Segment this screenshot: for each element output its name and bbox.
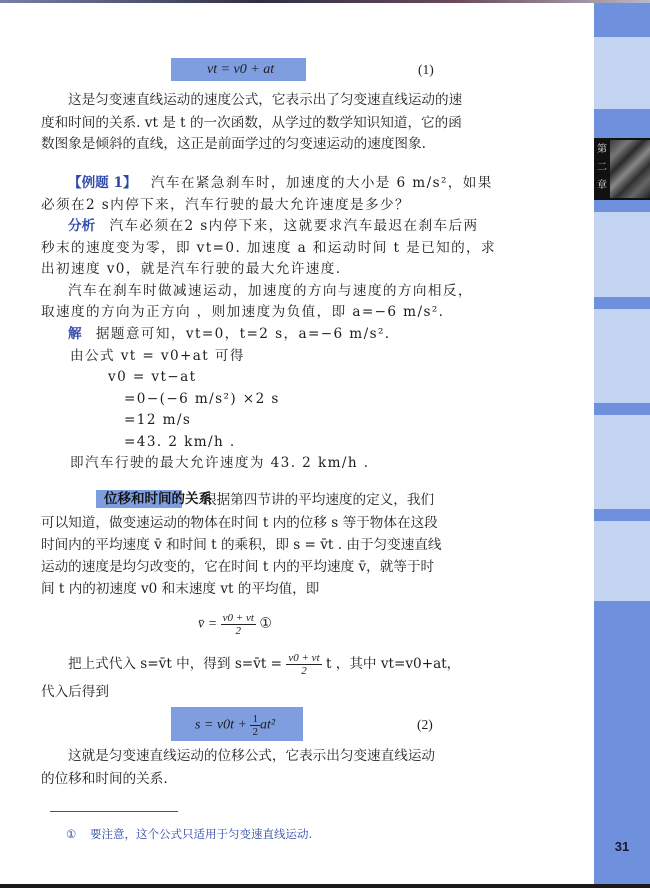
section-line: 根据第四节讲的平均速度的定义，我们 [203, 492, 435, 508]
chapter-tab [594, 138, 650, 200]
formula-2: s = v0t + $\frac{1}{2}$ at² [195, 713, 276, 738]
paragraph-line: 度和时间的关系. vt 是 t 的一次函数，从学过的数学知识知道，它的函 [41, 115, 462, 131]
chapter-photo [610, 140, 650, 198]
final-paragraph-line: 的位移和时间的关系. [41, 771, 168, 787]
strip-band [594, 3, 650, 37]
solution-line: 由公式 vt = v0+at 可得 [70, 348, 245, 364]
equation-number-2: (2) [417, 717, 433, 732]
strip-band [594, 415, 650, 509]
strip-band [594, 309, 650, 403]
section-line: 运动的速度是均匀改变的，它在时间 t 内的平均速度 v̄，就等于时 [41, 559, 435, 575]
formula-1: vt = v0 + at [207, 62, 275, 77]
strip-band [594, 212, 650, 297]
strip-band [594, 403, 650, 415]
paragraph-line: 这是匀变速直线运动的速度公式，它表示出了匀变速直线运动的速 [68, 92, 463, 108]
analysis-line: 秒末的速度变为零，即 vt=0. 加速度 a 和运动时间 t 是已知的，求 [41, 240, 497, 256]
analysis-line: 分析 汽车必须在2 s内停下来，这就要求汽车最迟在刹车后两 [68, 218, 479, 234]
analysis-line: 出初速度 v0，就是汽车行驶的最大允许速度. [41, 261, 342, 277]
page-number: 31 [614, 839, 630, 854]
top-border [0, 0, 650, 3]
equation-number-1: (1) [418, 62, 434, 77]
example-1-line: 【例题 1】 汽车在紧急刹车时，加速度的大小是 6 m/s²，如果 [68, 175, 493, 191]
strip-band [594, 297, 650, 309]
analysis-line: 取速度的方向为正方向 ，则加速度为负值，即 a=−6 m/s². [41, 304, 445, 320]
final-paragraph-line: 这就是匀变速直线运动的位移公式，它表示出匀变速直线运动 [68, 748, 436, 764]
paragraph-line: 数图象是倾斜的直线，这正是前面学过的匀变速运动的速度图象. [41, 136, 426, 152]
analysis-label: 分析 [68, 218, 96, 234]
analysis-line: 汽车在刹车时做减速运动，加速度的方向与速度的方向相反， [68, 283, 473, 299]
example-1-line: 必须在2 s内停下来，汽车行驶的最大允许速度是多少？ [41, 197, 411, 213]
section-line: 间 t 内的初速度 v0 和末速度 vt 的平均值，即 [41, 581, 320, 597]
section-heading: 位移和时间的关系 [104, 491, 212, 506]
section-line: 时间内的平均速度 v̄ 和时间 t 的乘积，即 s = v̄t . 由于匀变速直线 [41, 537, 442, 553]
example-1-label: 【例题 1】 [68, 175, 137, 191]
solution-step: v0 = vt−at [108, 369, 197, 385]
solution-step: =12 m/s [124, 412, 192, 428]
chapter-label: 第二章 [597, 144, 607, 191]
average-velocity-formula: v̄ = $\frac{v0 + vt}{2}$ ① [198, 612, 272, 637]
section-line: 可以知道，做变速运动的物体在时间 t 内的位移 s 等于物体在这段 [41, 515, 438, 531]
strip-band [594, 37, 650, 109]
footnote-marker: ① [66, 827, 77, 841]
solution-line: 解 据题意可知，vt=0，t=2 s，a=−6 m/s². [68, 326, 391, 342]
strip-band [594, 109, 650, 138]
substitution-line: 把上式代入 s=v̄t 中，得到 s=v̄t = $\frac{v0 + vt}{2}$ t ，其中 vt=v0+at， [68, 652, 461, 677]
solution-label: 解 [68, 326, 82, 342]
solution-step: =43. 2 km/h . [124, 434, 236, 450]
strip-band [594, 200, 650, 212]
section-line: 代入后得到 [41, 684, 109, 700]
footnote [66, 827, 312, 841]
solution-conclusion: 即汽车行驶的最大允许速度为 43. 2 km/h . [70, 455, 370, 471]
footnote-rule [50, 811, 178, 812]
solution-step: =0−(−6 m/s²) ×2 s [124, 391, 280, 407]
chapter-sidebar-strip [594, 3, 650, 884]
footnote-text: 要注意，这个公式只适用于匀变速直线运动. [89, 827, 313, 841]
strip-band [594, 521, 650, 601]
strip-band [594, 509, 650, 521]
bottom-border [0, 884, 650, 888]
